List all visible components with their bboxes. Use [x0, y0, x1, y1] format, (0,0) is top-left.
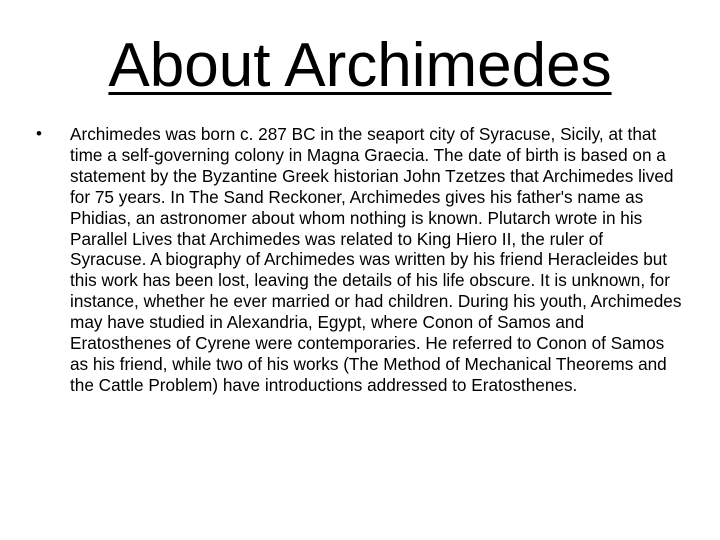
slide-title-text: About Archimedes — [108, 31, 612, 100]
bullet-text: Archimedes was born c. 287 BC in the seaport city of Syracuse, Sicily, at that time a self-governing colony in Magna Graecia. The date of birth is based on a statement by the Byzantine Greek historian John Tzetzes that Archimedes lived for 75 years. In The Sand Reckoner, Archimedes gives his father's name as Phidias, an astronomer about whom nothing is known. Plutarch wrote in his Parallel Lives that Archimedes was related to King Hiero II, the ruler of Syracuse. A biography of Archimedes was written by his friend Heracleides but this work has been lost, leaving the details of his life obscure. It is unknown, for instance, whether he ever married or had children. During his youth, Archimedes may have studied in Alexandria, Egypt, where Conon of Samos and Eratosthenes of Cyrene were contemporaries. He referred to Conon of Samos as his friend, while two of his works (The Method of Mechanical Theorems and the Cattle Problem) have introductions addressed to Eratosthenes. — [70, 124, 682, 395]
bullet-list — [36, 124, 682, 396]
bullet-marker: • — [36, 124, 42, 143]
slide-title — [0, 28, 720, 104]
bullet-item — [36, 124, 682, 396]
